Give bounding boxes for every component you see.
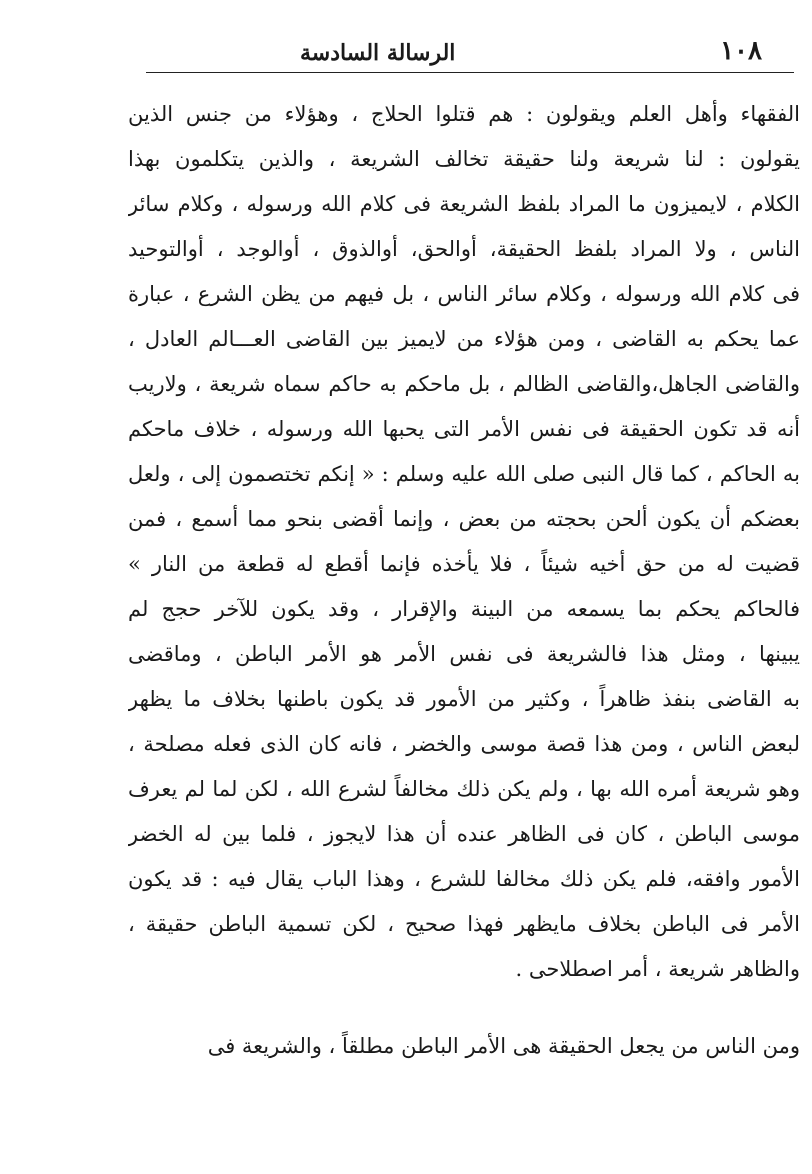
text-line: والظاهر شريعة ، أمر اصطلاحى . (515, 957, 800, 981)
page-number: ١٠٨ (720, 36, 762, 66)
text-line: وهو شريعة أمره الله بها ، ولم يكن ذلك مخالفاً لشرع الله ، لكن لما لم يعرف (128, 777, 800, 801)
body-text (128, 92, 800, 1069)
text-line: يبينها ، ومثل هذا فالشريعة فى نفس الأمر هو الأمر الباطن ، وماقضى (128, 642, 800, 666)
text-line: قضيت له من حق أخيه شيئاً ، فلا يأخذه فإنما أقطع له قطعة من النار » (128, 552, 800, 576)
text-line: به الحاكم ، كما قال النبى صلى الله عليه وسلم : « إنكم تختصمون إلى ، ولعل (128, 462, 800, 486)
text-line: ومن الناس من يجعل الحقيقة هى الأمر الباطن مطلقاً ، والشريعة فى (207, 1034, 800, 1058)
paragraph-gap (128, 992, 800, 1024)
text-line: موسى الباطن ، كان فى الظاهر عنده أن هذا لايجوز ، فلما بين له الخضر (128, 822, 800, 846)
header-rule (146, 72, 794, 73)
text-line: الأمور وافقه، فلم يكن ذلك مخالفا للشرع ، وهذا الباب يقال فيه : قد يكون (128, 867, 800, 891)
text-line: الكلام ، لايميزون ما المراد بلفظ الشريعة فى كلام الله ورسوله ، وكلام سائر (128, 192, 800, 216)
text-line: به القاضى بنفذ ظاهراً ، وكثير من الأمور قد يكون باطنها بخلاف ما يظهر (128, 687, 800, 711)
text-line: الفقهاء وأهل العلم ويقولون : هم قتلوا الحلاج ، وهؤلاء من جنس الذين (128, 102, 800, 126)
text-line: يقولون : لنا شريعة ولنا حقيقة تخالف الشريعة ، والذين يتكلمون بهذا (128, 147, 800, 171)
text-line: والقاضى الجاهل،والقاضى الظالم ، بل ماحكم به حاكم سماه شريعة ، ولاريب (128, 372, 800, 396)
text-line: لبعض الناس ، ومن هذا قصة موسى والخضر ، فانه كان الذى فعله مصلحة ، (128, 732, 800, 756)
text-line: بعضكم أن يكون ألحن بحجته من بعض ، وإنما أقضى بنحو مما أسمع ، فمن (128, 507, 800, 531)
running-title: الرسالة السادسة (300, 40, 456, 66)
text-line: الأمر فى الباطن بخلاف مايظهر فهذا صحيح ، لكن تسمية الباطن حقيقة ، (128, 912, 800, 936)
page-header (150, 26, 762, 66)
text-line: فى كلام الله ورسوله ، وكلام سائر الناس ، بل فيهم من يظن الشرع ، عبارة (128, 282, 800, 306)
text-line: فالحاكم يحكم بما يسمعه من البينة والإقرار ، وقد يكون للآخر حجج لم (128, 597, 800, 621)
text-line: عما يحكم به القاضى ، ومن هؤلاء من لايميز بين القاضى العـــالم العادل ، (128, 327, 800, 351)
paragraph-1 (128, 92, 800, 992)
text-line: أنه قد تكون الحقيقة فى نفس الأمر التى يحبها الله ورسوله ، خلاف ماحكم (128, 417, 800, 441)
text-line: الناس ، ولا المراد بلفظ الحقيقة، أوالحق، أوالذوق ، أوالوجد ، أوالتوحيد (128, 237, 800, 261)
paragraph-2 (128, 1024, 800, 1069)
